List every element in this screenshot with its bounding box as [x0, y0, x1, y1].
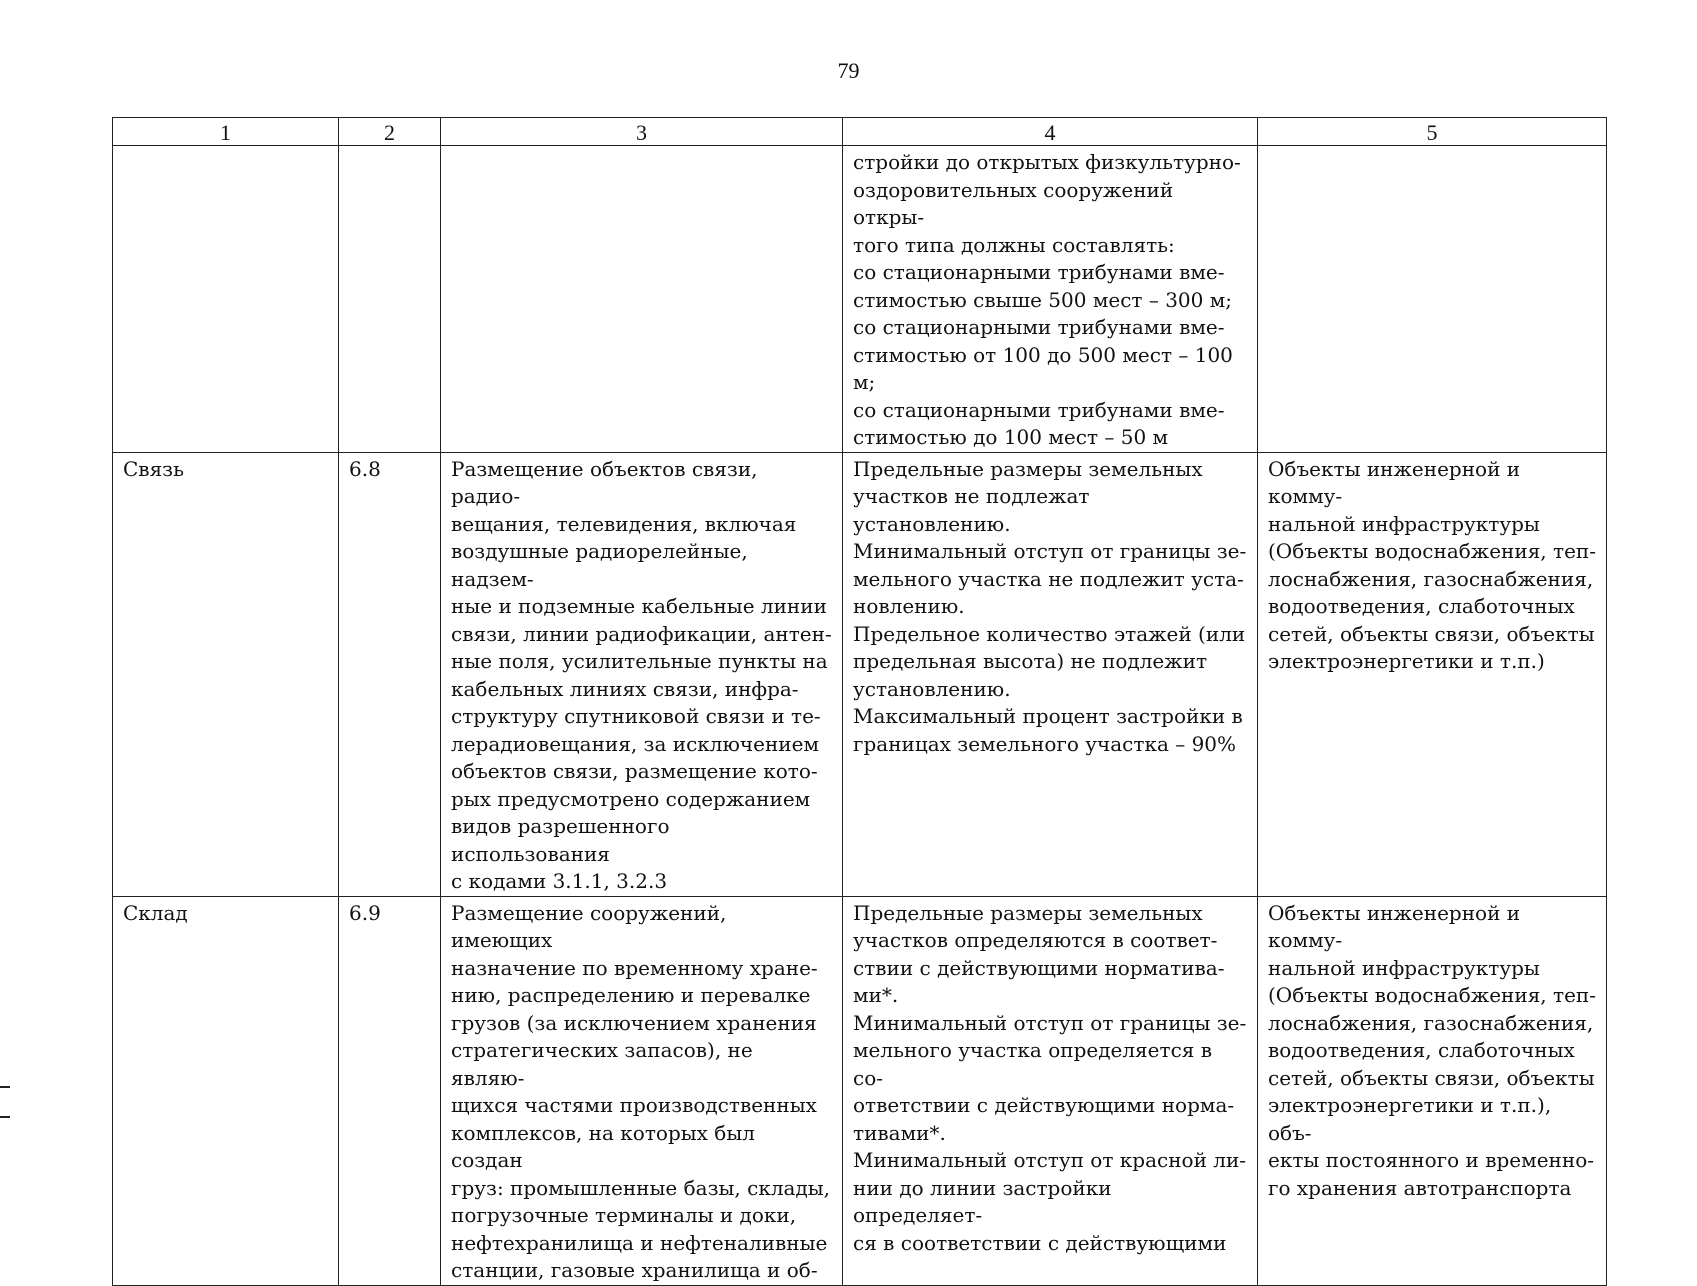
column-header: 5	[1258, 118, 1607, 146]
parameters-cell: Предельные размеры земельных участков не подлежат установлению. Минимальный отступ от границы зе- мельного участка не подлежит уста- новлению. Предельное количество этажей (или предельная высота) не подлежит установлению. Максимальный процент застройки в границах земельного участка – 90%	[843, 452, 1258, 896]
table-row	[113, 452, 1607, 896]
use-type-name-cell: Склад	[113, 896, 339, 1285]
column-header: 2	[339, 118, 441, 146]
infrastructure-cell: Объекты инженерной и комму- нальной инфраструктуры (Объекты водоснабжения, теп- лоснабжения, газоснабжения, водоотведения, слаботочных сетей, объекты связи, объекты электроэнергетики и т.п.)	[1258, 452, 1607, 896]
table-row	[113, 146, 1607, 453]
table-header-row	[113, 118, 1607, 146]
use-type-description-cell: Размещение объектов связи, радио- вещания, телевидения, включая воздушные радиорелейные, надзем- ные и подземные кабельные линии связи, линии радиофикации, антен- ные поля, усилительные пункты на кабельных линиях связи, инфра- структуру спутниковой связи и те- лерадиовещания, за исключением объектов связи, размещение кото- рых предусмотрено содержанием видов разрешенного использования с кодами 3.1.1, 3.2.3	[441, 452, 843, 896]
use-type-code-cell: 6.9	[339, 896, 441, 1285]
table-row	[113, 896, 1607, 1285]
page-number: 79	[837, 58, 860, 83]
use-type-code-cell: 6.8	[339, 452, 441, 896]
use-type-description-cell	[441, 146, 843, 453]
infrastructure-cell	[1258, 146, 1607, 453]
scan-edge-mark	[0, 1086, 10, 1088]
land-use-table	[112, 117, 1607, 1286]
parameters-cell: стройки до открытых физкультурно- оздоровительных сооружений откры- того типа должны составлять: со стационарными трибунами вме- стимостью свыше 500 мест – 300 м; со стационарными трибунами вме- стимостью от 100 до 500 мест – 100 м; со стационарными трибунами вме- стимостью до 100 мест – 50 м	[843, 146, 1258, 453]
use-type-name-cell: Связь	[113, 452, 339, 896]
column-header: 4	[843, 118, 1258, 146]
parameters-cell: Предельные размеры земельных участков определяются в соответ- ствии с действующими нормативa- ми*. Минимальный отступ от границы зе- мельного участка определяется в со- ответствии с действующими норма- тивами*. Минимальный отступ от красной ли- нии до линии застройки определяет- ся в соответствии с действующими	[843, 896, 1258, 1285]
infrastructure-cell: Объекты инженерной и комму- нальной инфраструктуры (Объекты водоснабжения, теп- лоснабжения, газоснабжения, водоотведения, слаботочных сетей, объекты связи, объекты электроэнергетики и т.п.), объ- екты постоянного и временно- го хранения автотранспорта	[1258, 896, 1607, 1285]
column-header: 3	[441, 118, 843, 146]
column-header: 1	[113, 118, 339, 146]
use-type-description-cell: Размещение сооружений, имеющих назначение по временному хране- нию, распределению и перевалке грузов (за исключением хранения стратегических запасов), не являю- щихся частями производственных комплексов, на которых был создан груз: промышленные базы, склады, погрузочные терминалы и доки, нефтехранилища и нефтеналивные станции, газовые хранилища и об-	[441, 896, 843, 1285]
use-type-name-cell	[113, 146, 339, 453]
scan-edge-mark	[0, 1116, 10, 1118]
use-type-code-cell	[339, 146, 441, 453]
